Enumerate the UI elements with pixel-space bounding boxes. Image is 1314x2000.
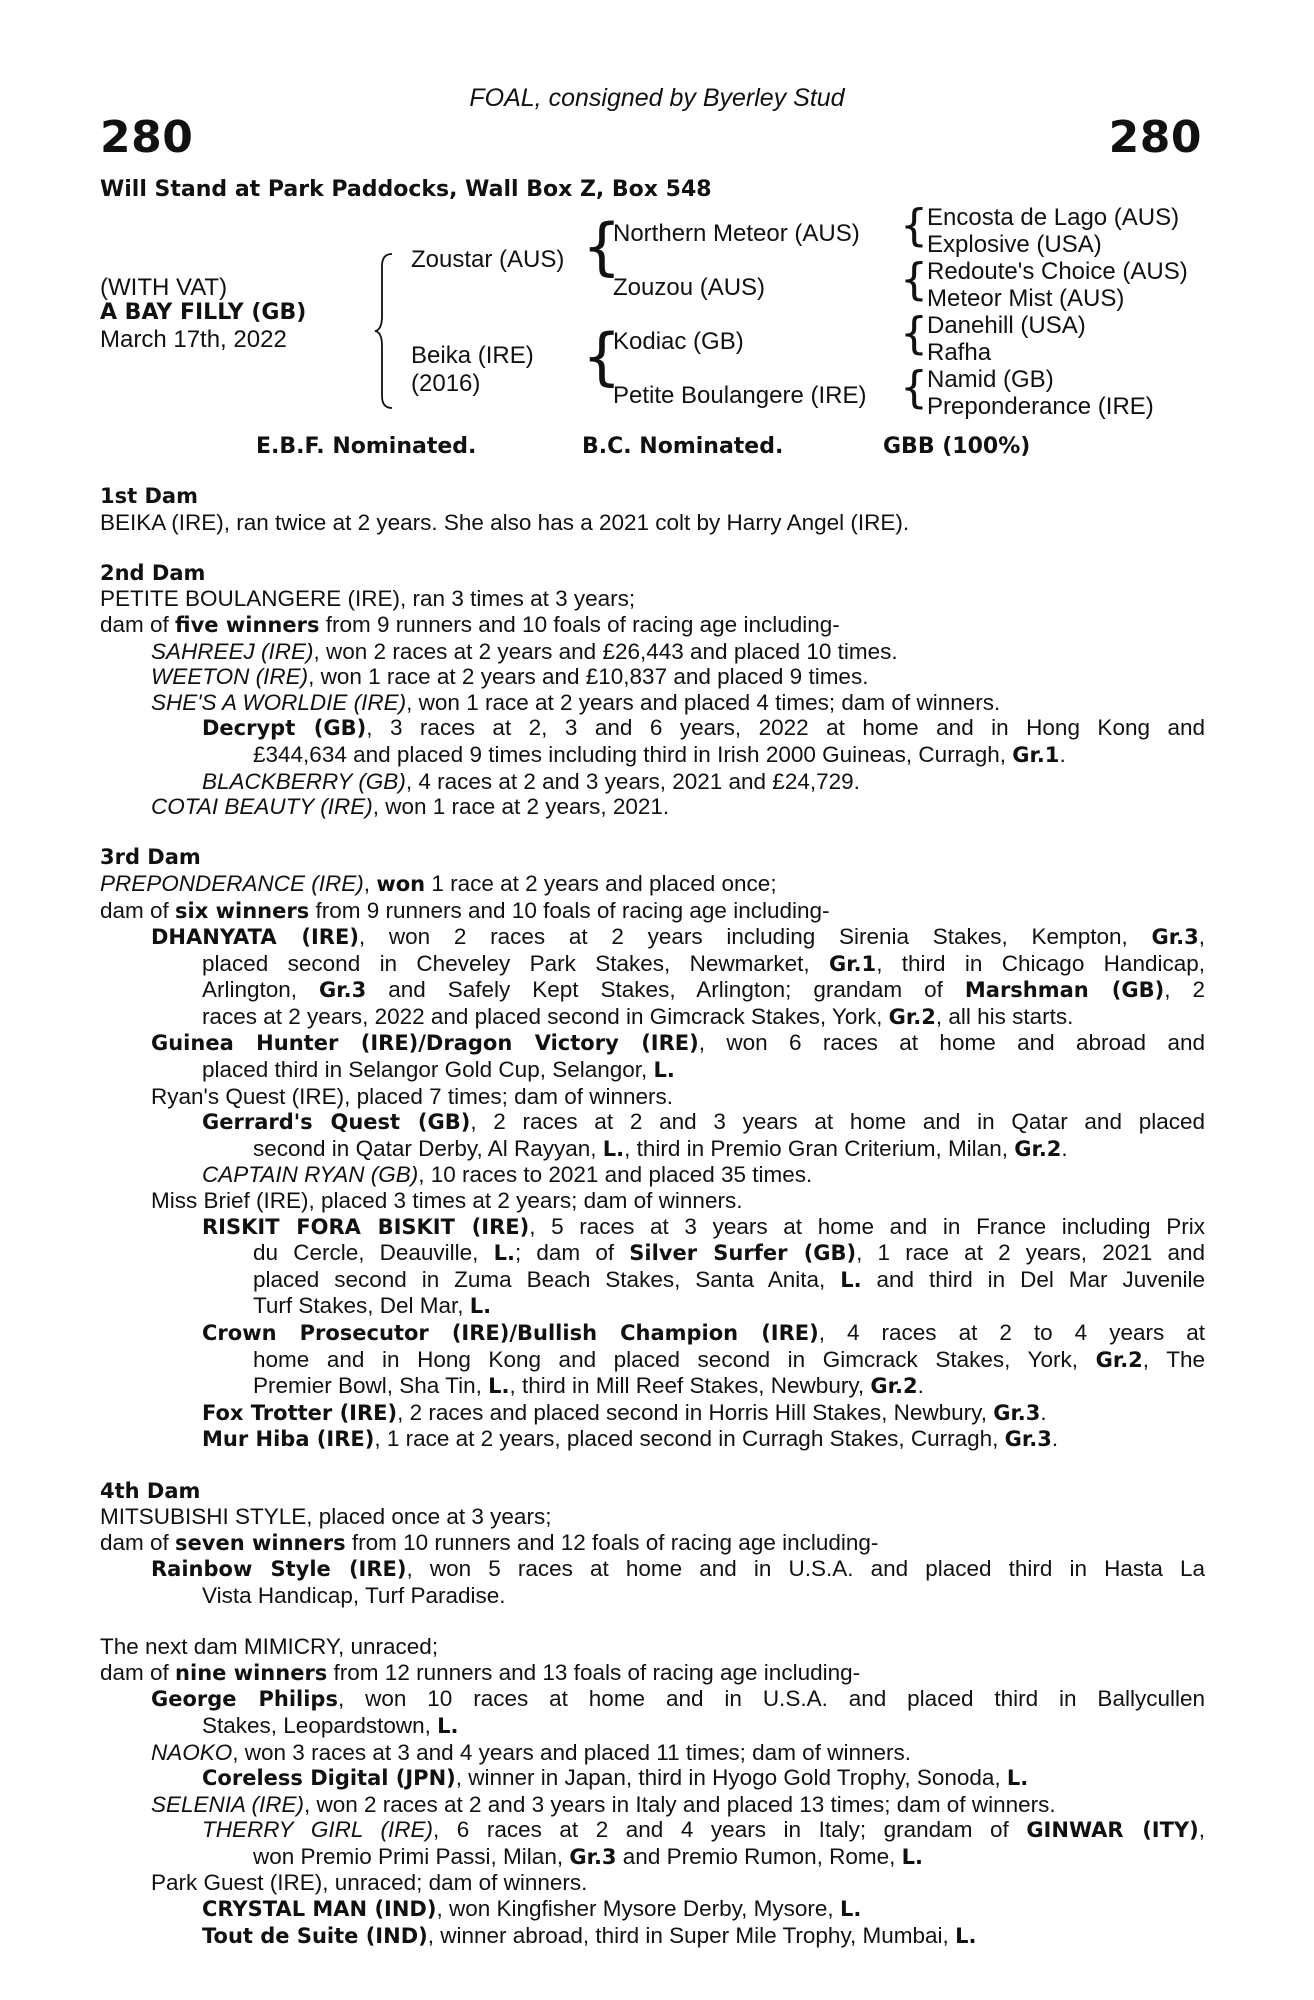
record-line: [100, 1844, 1205, 1871]
record-line: [100, 1214, 1205, 1241]
gg-sire-4: Namid (GB): [927, 366, 1054, 393]
text-run: from 12 runners and 13 foals of racing age including-: [327, 1659, 861, 1685]
record-line: [100, 1320, 1205, 1347]
record-line: [100, 639, 1205, 665]
italic-text: NAOKO: [151, 1739, 233, 1765]
horse-name: A BAY FILLY (GB): [100, 300, 307, 325]
italic-text: PREPONDERANCE (IRE): [100, 870, 364, 896]
record-line: [100, 1583, 1205, 1609]
bold-text: Marshman (GB): [964, 978, 1165, 1003]
bold-text: L.: [653, 1058, 675, 1083]
dam-section: [100, 845, 1205, 1453]
italic-text: SELENIA (IRE): [151, 1791, 304, 1817]
text-run: , won 5 races at home and in U.S.A. and placed third in Hasta La: [406, 1556, 1206, 1582]
bold-text: L.: [1006, 1766, 1029, 1791]
sire-dam-name: Zouzou (AUS): [613, 274, 766, 301]
bold-text: L.: [901, 1844, 924, 1869]
record-line: [100, 742, 1205, 769]
foaling-date: March 17th, 2022: [100, 326, 287, 353]
gbb-rating: GBB (100%): [883, 434, 1031, 459]
text-run: , The: [1142, 1346, 1205, 1372]
record-line: [100, 1400, 1205, 1427]
record-line: [100, 1057, 1205, 1084]
text-run: .: [1040, 1399, 1047, 1425]
bold-text: six winners: [175, 898, 310, 923]
record-line: [100, 1373, 1205, 1400]
text-run: £344,634 and placed 9 times including third in Irish 2000 Guineas, Curragh,: [253, 741, 1013, 767]
bold-text: L.: [955, 1923, 977, 1948]
italic-text: COTAI BEAUTY (IRE): [151, 794, 373, 820]
dam-section: [100, 484, 1205, 535]
text-run: placed third in Selangor Gold Cup, Selangor,: [202, 1057, 654, 1083]
record-line: [100, 1740, 1205, 1766]
gg-dam-4: Preponderance (IRE): [927, 393, 1154, 420]
record-line: [100, 769, 1205, 795]
bold-text: won: [376, 871, 426, 896]
text-run: , winner in Japan, third in Hyogo Gold Trophy, Sonoda,: [455, 1765, 1007, 1791]
gg-dam-1: Explosive (USA): [927, 231, 1102, 258]
record-line: [100, 1713, 1205, 1740]
text-run: placed second in Zuma Beach Stakes, Santa Anita,: [253, 1266, 841, 1292]
text-run: , 1 race at 2 years, 2021 and: [856, 1240, 1205, 1266]
dam-name: Beika (IRE): [411, 342, 534, 369]
bold-text: Gr.1: [1012, 742, 1060, 767]
bold-text: DHANYATA (IRE): [151, 925, 359, 950]
italic-text: SAHREEJ (IRE): [151, 638, 314, 664]
text-run: ,: [363, 870, 377, 896]
record-line: [100, 1530, 1205, 1557]
bold-text: Gr.3: [1151, 925, 1199, 950]
text-run: MITSUBISHI STYLE, placed once at 3 years;: [100, 1504, 552, 1530]
sire-name: Zoustar (AUS): [411, 246, 565, 273]
bold-text: Guinea Hunter (IRE)/Dragon Victory (IRE): [151, 1031, 699, 1056]
record-line: [100, 1084, 1205, 1110]
bold-text: Gr.3: [569, 1844, 617, 1869]
text-run: from 9 runners and 10 foals of racing age including-: [319, 611, 840, 637]
text-run: , won 2 races at 2 and 3 years in Italy and placed 13 times; dam of winners.: [303, 1791, 1056, 1817]
bold-text: Gr.2: [1095, 1347, 1143, 1372]
text-run: , third in Premio Gran Criterium, Milan,: [624, 1135, 1015, 1161]
text-run: , 3 races at 2, 3 and 6 years, 2022 at home and in Hong Kong and: [366, 715, 1205, 741]
text-run: 1 race at 2 years and placed once;: [425, 870, 777, 896]
section-heading: 2nd Dam: [100, 560, 206, 585]
bold-text: five winners: [175, 612, 320, 637]
text-run: BEIKA (IRE), ran twice at 2 years. She also has a 2021 colt by Harry Angel (IRE).: [100, 509, 910, 535]
bold-text: RISKIT FORA BISKIT (IRE): [202, 1214, 530, 1239]
bold-text: Gr.2: [1014, 1136, 1062, 1161]
bold-text: Gerrard's Quest (GB): [202, 1110, 471, 1135]
text-run: , 4 races at 2 to 4 years at: [818, 1320, 1205, 1345]
bold-text: Gr.3: [319, 978, 367, 1003]
record-line: [100, 1817, 1205, 1844]
text-run: Turf Stakes, Del Mar,: [253, 1293, 470, 1319]
text-run: from 9 runners and 10 foals of racing age including-: [309, 897, 830, 923]
section-heading: 3rd Dam: [100, 845, 201, 870]
pedigree-brace-main: [372, 252, 396, 410]
catalogue-body: [100, 484, 1205, 1949]
record-line: [100, 871, 1205, 898]
bold-text: Crown Prosecutor (IRE)/Bullish Champion (IRE): [202, 1321, 819, 1345]
text-run: ; dam of: [514, 1240, 630, 1266]
text-run: races at 2 years, 2022 and placed second in Gimcrack Stakes, York,: [202, 1003, 889, 1029]
text-run: ,: [1198, 1817, 1205, 1843]
text-run: , won 3 races at 3 and 4 years and placed 11 times; dam of winners.: [232, 1739, 911, 1765]
record-line: [100, 1870, 1205, 1896]
bold-text: L.: [469, 1294, 492, 1319]
record-line: [100, 977, 1205, 1004]
sire-sire-name: Northern Meteor (AUS): [613, 220, 860, 247]
record-line: [100, 612, 1205, 639]
bold-text: L.: [602, 1136, 625, 1161]
record-line: [100, 924, 1205, 951]
dam-dam-name: Petite Boulangere (IRE): [613, 382, 867, 409]
bold-text: L.: [488, 1374, 510, 1399]
text-run: dam of: [100, 1529, 176, 1555]
record-line: [100, 1504, 1205, 1530]
text-run: and Premio Rumon, Rome,: [616, 1843, 902, 1869]
text-run: Arlington,: [202, 977, 320, 1003]
section-heading: 1st Dam: [100, 484, 198, 508]
record-line: [100, 1162, 1205, 1188]
record-line: [100, 690, 1205, 716]
stand-location: Will Stand at Park Paddocks, Wall Box Z, Box 548: [100, 177, 712, 202]
text-run: , 2 races and placed second in Horris Hill Stakes, Newbury,: [397, 1399, 994, 1425]
record-line: [100, 1136, 1205, 1163]
text-run: dam of: [100, 1659, 176, 1685]
dam-brace: {: [582, 320, 622, 393]
text-run: and Safely Kept Stakes, Arlington; grandam of: [366, 977, 965, 1003]
record-line: [100, 1765, 1205, 1792]
section-heading: 4th Dam: [100, 1478, 201, 1503]
italic-text: THERRY GIRL (IRE): [202, 1817, 433, 1843]
text-run: , third in Mill Reef Stakes, Newbury,: [509, 1373, 871, 1399]
text-run: won Premio Primi Passi, Milan,: [253, 1843, 570, 1869]
brace-g3-1: {: [900, 200, 928, 251]
record-line: [100, 1109, 1205, 1136]
text-run: , third in Chicago Handicap,: [876, 950, 1206, 976]
record-line: [100, 1426, 1205, 1453]
dam-foaled-year: (2016): [411, 370, 481, 397]
italic-text: CAPTAIN RYAN (GB): [202, 1162, 419, 1188]
text-run: , winner abroad, third in Super Mile Trophy, Mumbai,: [427, 1922, 956, 1948]
bold-text: Rainbow Style (IRE): [151, 1557, 407, 1582]
text-run: , 6 races at 2 and 4 years in Italy; grandam of: [432, 1817, 1027, 1843]
consignment-line: FOAL, consigned by Byerley Stud: [469, 84, 845, 112]
bold-text: L.: [840, 1267, 862, 1292]
record-line: [100, 1267, 1205, 1294]
record-line: [100, 586, 1205, 612]
text-run: dam of: [100, 897, 176, 923]
bold-text: Silver Surfer (GB): [629, 1241, 857, 1266]
text-run: Stakes, Leopardstown,: [202, 1712, 438, 1738]
record-line: [100, 1240, 1205, 1267]
text-run: .: [1061, 1135, 1068, 1161]
italic-text: BLACKBERRY (GB): [202, 768, 406, 794]
text-run: second in Qatar Derby, Al Rayyan,: [253, 1135, 603, 1161]
gg-sire-2: Redoute's Choice (AUS): [927, 258, 1188, 285]
record-line: [100, 1004, 1205, 1031]
bold-text: L.: [839, 1897, 862, 1922]
text-run: , won 1 race at 2 years and placed 4 times; dam of winners.: [406, 689, 1001, 715]
brace-g3-2: {: [900, 254, 928, 305]
record-line: [100, 898, 1205, 925]
record-line: [100, 1686, 1205, 1713]
text-run: Park Guest (IRE), unraced; dam of winners.: [151, 1870, 588, 1896]
record-line: [100, 510, 1205, 536]
bold-text: Gr.3: [1004, 1427, 1052, 1452]
bc-nomination: B.C. Nominated.: [582, 434, 784, 459]
bold-text: Gr.2: [870, 1374, 918, 1399]
text-run: .: [1051, 1426, 1059, 1452]
record-line: [100, 794, 1205, 820]
text-run: dam of: [100, 611, 176, 637]
dam-section: [100, 561, 1205, 820]
text-run: , won Kingfisher Mysore Derby, Mysore,: [436, 1896, 840, 1922]
text-run: , 2: [1164, 977, 1205, 1003]
dam-sire-name: Kodiac (GB): [613, 328, 744, 355]
bold-text: Tout de Suite (IND): [202, 1923, 428, 1948]
bold-text: seven winners: [175, 1530, 346, 1555]
text-run: Miss Brief (IRE), placed 3 times at 2 years; dam of winners.: [151, 1188, 743, 1214]
text-run: placed second in Cheveley Park Stakes, Newmarket,: [202, 950, 829, 976]
brace-g3-4: {: [900, 362, 928, 413]
text-run: PETITE BOULANGERE (IRE), ran 3 times at 3 years;: [100, 586, 636, 612]
bold-text: George Philips: [151, 1687, 338, 1712]
lot-number-left: 280: [100, 112, 194, 163]
bold-text: Fox Trotter (IRE): [202, 1400, 398, 1425]
bold-text: Gr.1: [828, 951, 877, 976]
record-line: [100, 1923, 1205, 1950]
brace-g3-3: {: [900, 308, 928, 359]
text-run: .: [917, 1373, 924, 1399]
record-line: [100, 1293, 1205, 1320]
text-run: Ryan's Quest (IRE), placed 7 times; dam of winners.: [151, 1083, 673, 1109]
record-line: [100, 1556, 1205, 1583]
record-line: [100, 1896, 1205, 1923]
text-run: , 10 races to 2021 and placed 35 times.: [418, 1162, 813, 1188]
lot-number-right: 280: [1108, 112, 1202, 163]
vat-note: (WITH VAT): [100, 274, 228, 301]
bold-text: nine winners: [175, 1660, 328, 1685]
bold-text: Gr.2: [888, 1004, 936, 1029]
text-run: .: [1059, 741, 1066, 767]
text-run: , 2 races at 2 and 3 years at home and in Qatar and placed: [470, 1109, 1206, 1135]
text-run: Vista Handicap, Turf Paradise.: [202, 1582, 506, 1608]
ebf-nomination: E.B.F. Nominated.: [256, 434, 477, 459]
gg-sire-3: Danehill (USA): [927, 312, 1086, 339]
record-line: [100, 1634, 1205, 1660]
gg-dam-2: Meteor Mist (AUS): [927, 285, 1125, 312]
italic-text: SHE'S A WORLDIE (IRE): [151, 689, 407, 715]
bold-text: L.: [493, 1241, 515, 1266]
text-run: , won 6 races at home and abroad and: [698, 1030, 1205, 1056]
record-line: [100, 951, 1205, 978]
record-line: [100, 664, 1205, 690]
record-line: [100, 715, 1205, 742]
text-run: home and in Hong Kong and placed second in Gimcrack Stakes, York,: [253, 1346, 1096, 1372]
text-run: from 10 runners and 12 foals of racing age including-: [345, 1529, 879, 1555]
record-line: [100, 1347, 1205, 1374]
text-run: , 4 races at 2 and 3 years, 2021 and £24,729.: [405, 768, 860, 794]
gg-dam-3: Rafha: [927, 339, 992, 366]
record-line: [100, 1030, 1205, 1057]
text-run: and third in Del Mar Juvenile: [861, 1266, 1205, 1292]
text-run: The next dam MIMICRY, unraced;: [100, 1634, 439, 1660]
text-run: , won 10 races at home and in U.S.A. and placed third in Ballycullen: [337, 1686, 1205, 1712]
text-run: , won 1 race at 2 years and £10,837 and placed 9 times.: [308, 664, 869, 690]
bold-text: Decrypt (GB): [202, 716, 367, 741]
bold-text: Gr.3: [993, 1400, 1041, 1425]
bold-text: Coreless Digital (JPN): [202, 1766, 456, 1791]
bold-text: CRYSTAL MAN (IND): [202, 1897, 437, 1922]
text-run: , won 2 races at 2 years and £26,443 and placed 10 times.: [313, 638, 898, 664]
dam-section: [100, 1634, 1205, 1949]
record-line: [100, 1660, 1205, 1687]
text-run: , won 2 races at 2 years including Sirenia Stakes, Kempton,: [358, 924, 1152, 950]
italic-text: WEETON (IRE): [151, 664, 309, 690]
dam-section: [100, 1479, 1205, 1609]
sire-brace: {: [582, 210, 622, 283]
bold-text: L.: [437, 1713, 459, 1738]
bold-text: Mur Hiba (IRE): [202, 1427, 375, 1452]
text-run: du Cercle, Deauville,: [253, 1240, 494, 1266]
text-run: , won 1 race at 2 years, 2021.: [372, 794, 670, 820]
gg-sire-1: Encosta de Lago (AUS): [927, 204, 1180, 231]
text-run: , 1 race at 2 years, placed second in Curragh Stakes, Curragh,: [374, 1426, 1005, 1452]
text-run: , 5 races at 3 years at home and in France including Prix: [529, 1213, 1205, 1239]
bold-text: GINWAR (ITY): [1026, 1818, 1199, 1843]
text-run: Premier Bowl, Sha Tin,: [253, 1373, 489, 1399]
text-run: ,: [1198, 924, 1205, 950]
text-run: , all his starts.: [935, 1003, 1074, 1029]
record-line: [100, 1188, 1205, 1214]
record-line: [100, 1792, 1205, 1818]
